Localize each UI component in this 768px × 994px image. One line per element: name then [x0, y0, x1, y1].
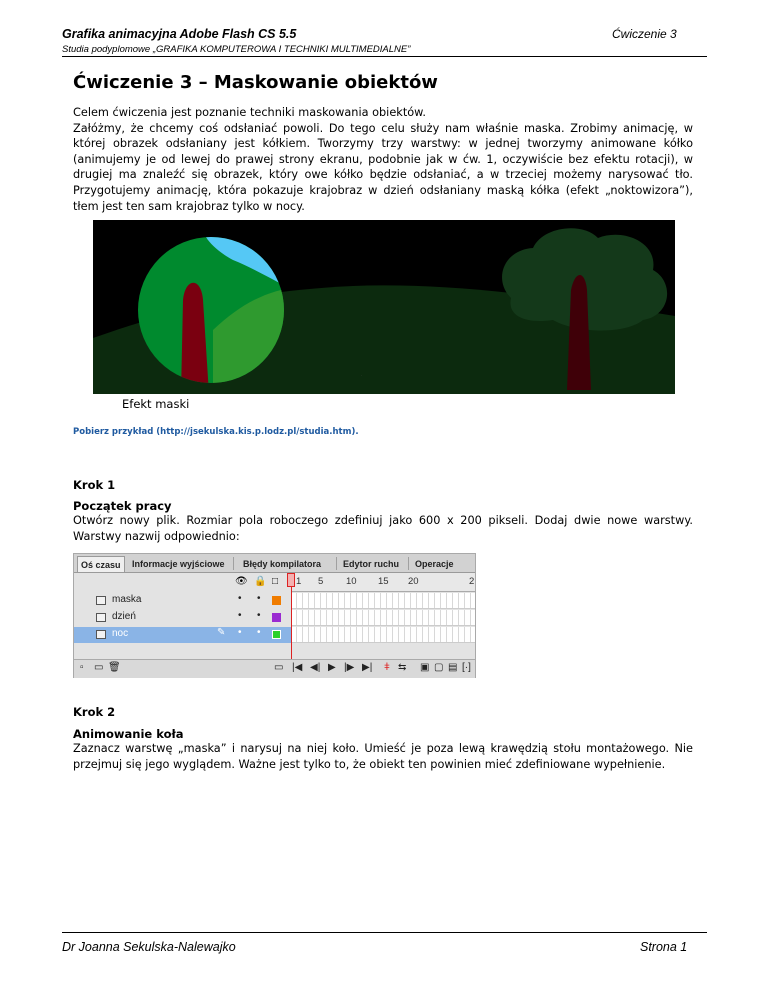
- go-first-icon[interactable]: |◀: [292, 662, 303, 673]
- layer-color-swatch[interactable]: [272, 613, 281, 622]
- tab-separator: [408, 557, 409, 570]
- new-layer-icon[interactable]: ▫: [80, 662, 84, 673]
- layer-name[interactable]: maska: [112, 594, 142, 605]
- figure-caption: Efekt maski: [122, 397, 190, 411]
- layer-frames[interactable]: [291, 593, 475, 609]
- intro-text: [73, 105, 693, 214]
- header-divider: [62, 56, 707, 57]
- loop-icon[interactable]: ⇆: [398, 662, 407, 673]
- footer-author: Dr Joanna Sekulska-Nalewajko: [62, 940, 236, 954]
- exercise-label: Ćwiczenie 3: [612, 27, 677, 41]
- footer-page-number: Strona 1: [640, 940, 688, 954]
- layer-name[interactable]: dzień: [112, 611, 136, 622]
- step-back-icon[interactable]: ◀|: [310, 662, 321, 673]
- step2-subheading: Animowanie koła: [73, 727, 184, 741]
- header-subtitle: Studia podyplomowe „GRAFIKA KOMPUTEROWA I TECHNIKI MULTIMEDIALNE”: [62, 44, 411, 55]
- layer-color-swatch[interactable]: [272, 630, 281, 639]
- layer-icon: [96, 630, 106, 639]
- lock-dot[interactable]: •: [257, 627, 261, 638]
- layer-name[interactable]: noc: [112, 628, 129, 639]
- outline-icon[interactable]: □: [272, 576, 279, 587]
- edit-multiple-icon[interactable]: ▤: [448, 662, 458, 673]
- ruler-number: 5: [318, 576, 324, 587]
- center-frame-icon[interactable]: ǂ: [384, 662, 390, 673]
- onion-outline-icon[interactable]: ▢: [434, 662, 444, 673]
- timeline-controls: [74, 659, 475, 678]
- visibility-dot[interactable]: •: [238, 610, 242, 621]
- layer-icon: [96, 613, 106, 622]
- tab-compiler-errors[interactable]: Błędy kompilatora: [243, 559, 322, 569]
- onion-markers-icon[interactable]: [·]: [462, 662, 471, 673]
- step1-subheading: Początek pracy: [73, 499, 172, 513]
- course-title: Grafika animacyjna Adobe Flash CS 5.5: [62, 27, 297, 41]
- tab-motion-editor[interactable]: Edytor ruchu: [343, 559, 400, 569]
- trash-icon[interactable]: 🗑: [108, 662, 121, 673]
- lock-icon[interactable]: 🔒: [254, 576, 267, 587]
- download-link[interactable]: Pobierz przykład (http://jsekulska.kis.p.lodz.pl/studia.htm).: [73, 427, 359, 437]
- tab-separator: [233, 557, 234, 570]
- layer-frames[interactable]: [291, 610, 475, 626]
- layer-icon: [96, 596, 106, 605]
- ruler-number: 10: [346, 576, 357, 587]
- step1-heading: Krok 1: [73, 478, 116, 492]
- layer-frames[interactable]: [291, 627, 475, 643]
- tab-separator: [336, 557, 337, 570]
- page-title: Ćwiczenie 3 – Maskowanie obiektów: [73, 72, 438, 93]
- onion-skin-icon[interactable]: ▣: [420, 662, 430, 673]
- step-forward-icon[interactable]: |▶: [344, 662, 355, 673]
- ruler-number: 20: [408, 576, 419, 587]
- step2-paragraph: Zaznacz warstwę „maska” i narysuj na niej koło. Umieść je poza lewą krawędzią stołu montażowego. Nie przejmuj się jego wyglądem. Ważne jest tylko to, że obiekt ten powinien mieć zdefiniowane wypełnienie.: [73, 742, 693, 771]
- layer-row-noc[interactable]: [74, 627, 475, 643]
- ruler-number: 15: [378, 576, 389, 587]
- go-last-icon[interactable]: ▶|: [362, 662, 373, 673]
- play-icon[interactable]: ▶: [328, 662, 336, 673]
- timeline-panel: [73, 553, 476, 678]
- eye-icon[interactable]: 👁: [235, 576, 248, 587]
- layer-color-swatch[interactable]: [272, 596, 281, 605]
- intro-paragraph-1: Celem ćwiczenia jest poznanie techniki maskowania obiektów.: [73, 106, 426, 119]
- new-folder-icon[interactable]: ▭: [94, 662, 104, 673]
- footer-divider: [62, 932, 707, 933]
- figure-stray-mark: .: [361, 372, 363, 377]
- frame-ruler[interactable]: [291, 573, 475, 592]
- lock-dot[interactable]: •: [257, 593, 261, 604]
- tab-actions[interactable]: Operacje: [415, 559, 454, 569]
- pencil-icon: ✎: [217, 627, 226, 638]
- playhead-handle[interactable]: [287, 573, 295, 587]
- visibility-dot[interactable]: •: [238, 627, 242, 638]
- layer-row-dzien[interactable]: [74, 610, 475, 626]
- scroll-corner-icon: ▭: [274, 662, 284, 673]
- visibility-dot[interactable]: •: [238, 593, 242, 604]
- mask-effect-image: [93, 220, 675, 394]
- step2-heading: Krok 2: [73, 705, 116, 719]
- step1-paragraph: Otwórz nowy plik. Rozmiar pola roboczego zdefiniuj jako 600 x 200 pikseli. Dodaj dwie nowe warstwy. Warstwy nazwij odpowiednio:: [73, 514, 693, 543]
- step1-text: [73, 513, 693, 544]
- intro-paragraph-2: Załóżmy, że chcemy coś odsłaniać powoli. Do tego celu służy nam właśnie maska. Zrobimy animację, w której obrazek odsłaniany jest kółkiem. Tworzymy trzy warstwy: w jednej tworzymy animowane kółko (animujemy je od lewej do prawej strony ekranu, podobnie jak w ćw. 1, oczywiście bez efektu rotacji), w drugiej ma znaleźć się obrazek, który owe kółko będzie odsłaniać, a w trzeciej możemy narysować tło. Przygotujemy animację, która pokazuje krajobraz w dzień odsłaniany maską kółka (efekt „noktowizora”), tłem jest ten sam krajobraz tylko w nocy.: [73, 121, 693, 213]
- step2-text: [73, 741, 693, 772]
- playhead-line: [291, 573, 292, 673]
- tab-timeline[interactable]: Oś czasu: [77, 556, 125, 572]
- panel-tabs: [74, 554, 475, 573]
- ruler-number: 1: [296, 576, 302, 587]
- layer-row-maska[interactable]: [74, 593, 475, 609]
- ruler-number: 2: [469, 576, 475, 587]
- lock-dot[interactable]: •: [257, 610, 261, 621]
- tab-output[interactable]: Informacje wyjściowe: [132, 559, 225, 569]
